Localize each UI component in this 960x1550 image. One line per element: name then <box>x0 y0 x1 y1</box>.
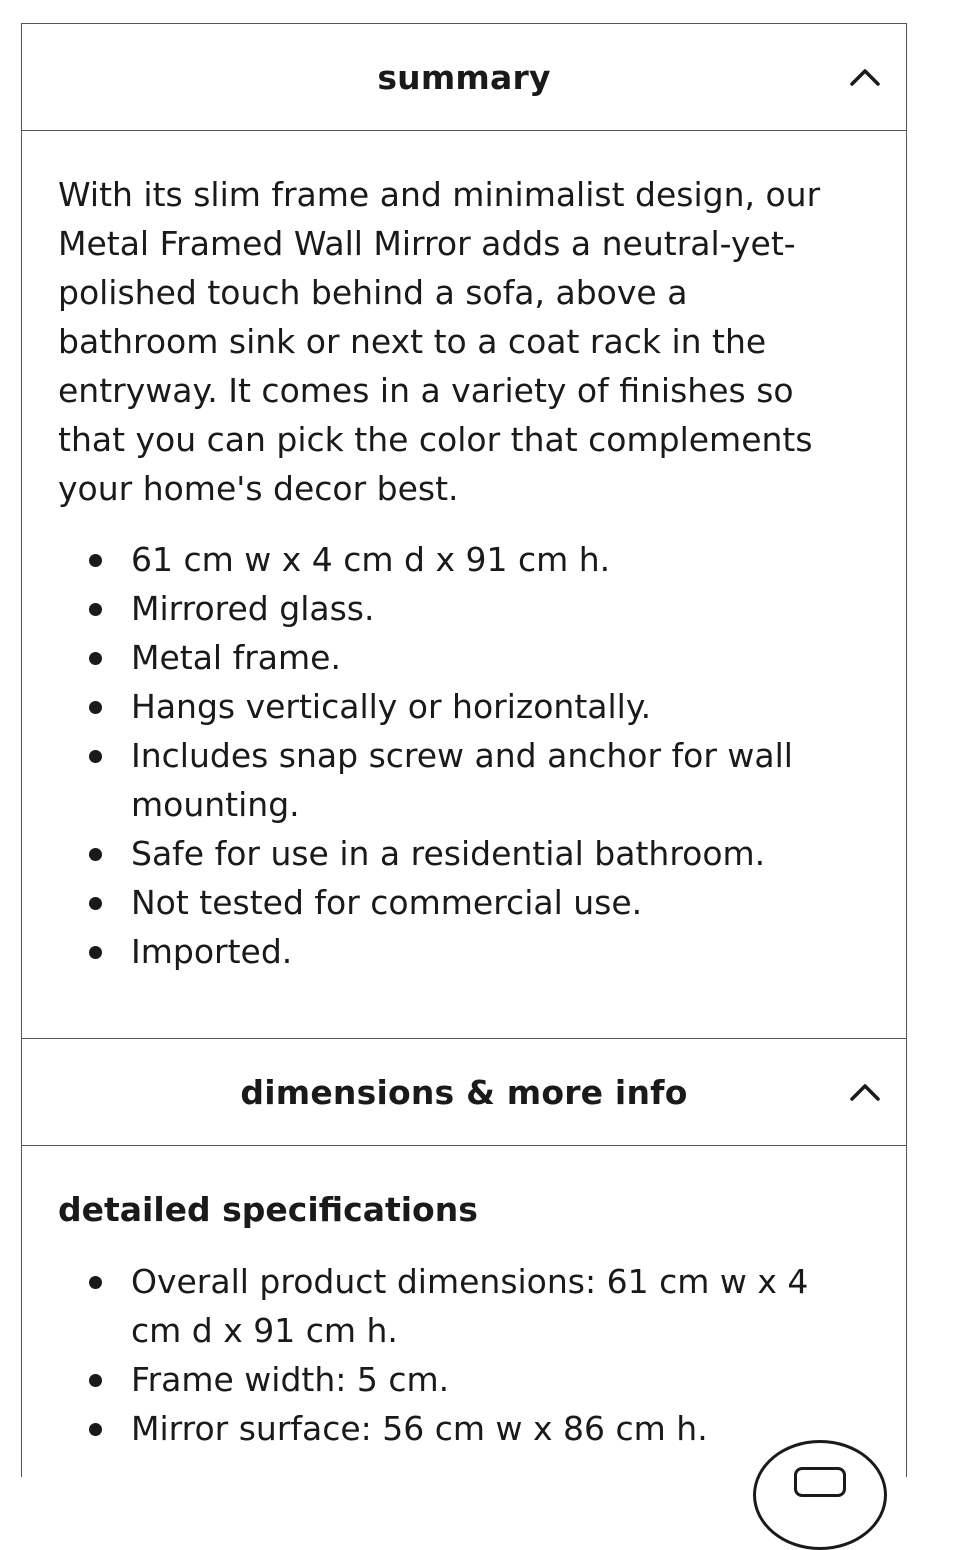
summary-bullet-item <box>58 731 858 829</box>
summary-bullet-item <box>58 682 858 731</box>
chevron-up-icon[interactable] <box>850 68 880 86</box>
bullet-text: Safe for use in a residential bathroom. <box>131 834 766 873</box>
summary-bullet-item <box>58 927 858 976</box>
specs-bullet-list <box>58 1257 858 1453</box>
bullet-text: Not tested for commercial use. <box>131 883 643 922</box>
bullet-dot <box>89 603 102 616</box>
bullet-dot <box>89 897 102 910</box>
summary-bullet-item <box>58 878 858 927</box>
spec-bullet-item <box>58 1257 858 1355</box>
bullet-dot <box>89 750 102 763</box>
spec-bullet-item <box>58 1404 858 1453</box>
chat-button[interactable] <box>753 1440 887 1550</box>
chevron-up-icon[interactable] <box>850 1083 880 1101</box>
summary-bullet-item <box>58 584 858 633</box>
bullet-dot <box>89 1374 102 1387</box>
bullet-dot <box>89 701 102 714</box>
chat-icon <box>794 1467 846 1497</box>
bullet-dot <box>89 1423 102 1436</box>
bullet-text: Mirrored glass. <box>131 589 375 628</box>
dimensions-content <box>58 1185 858 1453</box>
summary-content <box>58 170 858 976</box>
summary-accordion-header[interactable] <box>21 23 907 131</box>
bullet-text: Mirror surface: 56 cm w x 86 cm h. <box>131 1409 708 1448</box>
bullet-text: Includes snap screw and anchor for wall mounting. <box>131 736 793 824</box>
summary-bullet-item <box>58 535 858 584</box>
bullet-text: Metal frame. <box>131 638 341 677</box>
spec-bullet-item <box>58 1355 858 1404</box>
specs-heading: detailed specifications <box>58 1190 478 1229</box>
summary-description: With its slim frame and minimalist design, our Metal Framed Wall Mirror adds a neutral-yet-polished touch behind a sofa, above a bathroom sink or next to a coat rack in the entryway. It comes in a variety of finishes so that you can pick the color that complements your home's decor best. <box>58 175 821 508</box>
bullet-dot <box>89 652 102 665</box>
summary-bullet-item <box>58 633 858 682</box>
summary-bullet-item <box>58 829 858 878</box>
bullet-dot <box>89 848 102 861</box>
dimensions-title: dimensions & more info <box>240 1072 688 1112</box>
dimensions-accordion-header[interactable] <box>21 1038 907 1146</box>
bullet-dot <box>89 946 102 959</box>
bullet-text: Imported. <box>131 932 293 971</box>
summary-bullet-list <box>58 535 858 976</box>
bullet-text: 61 cm w x 4 cm d x 91 cm h. <box>131 540 611 579</box>
bullet-dot <box>89 1276 102 1289</box>
bullet-dot <box>89 554 102 567</box>
summary-title: summary <box>377 57 551 97</box>
bullet-text: Overall product dimensions: 61 cm w x 4 cm d x 91 cm h. <box>131 1262 809 1350</box>
bullet-text: Hangs vertically or horizontally. <box>131 687 652 726</box>
bullet-text: Frame width: 5 cm. <box>131 1360 450 1399</box>
